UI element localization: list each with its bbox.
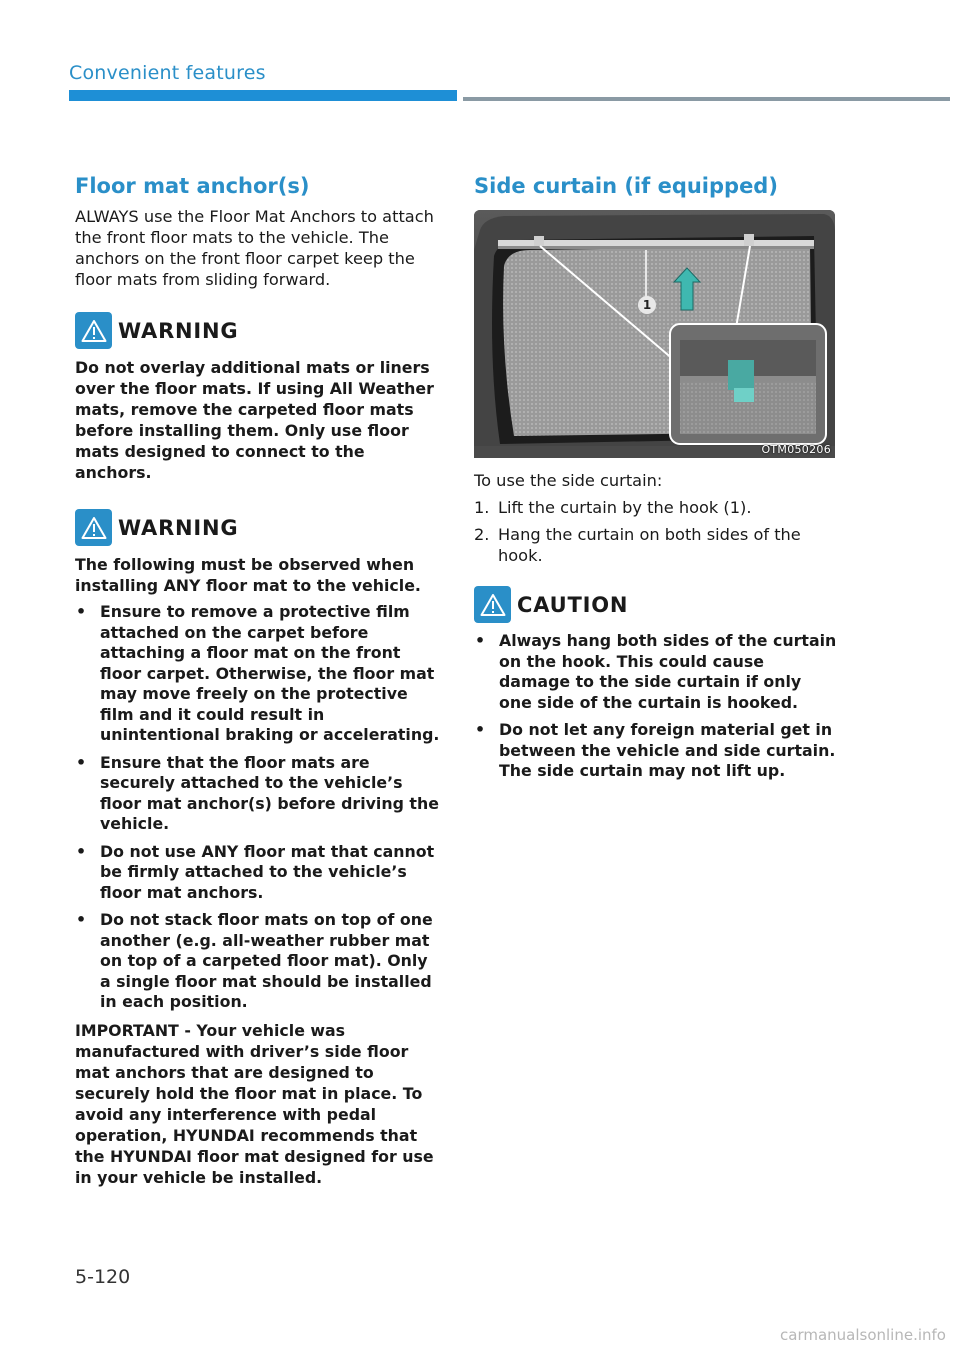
warning-1-text: Do not overlay additional mats or liners over the floor mats. If using All Weather mats, remove the carpeted floor mats before installing them. Only use floor mats designed to connect to the anchors. (75, 358, 434, 482)
caution-list (474, 631, 839, 782)
list-item (474, 524, 839, 566)
floor-mat-intro: ALWAYS use the Floor Mat Anchors to attach the front floor mats to the vehicle. The anchors on the front floor carpet keep the floor mats from sliding forward. (75, 207, 434, 289)
side-curtain-heading: Side curtain (if equipped) (474, 174, 778, 198)
side-curtain-steps (474, 497, 839, 566)
step-text: Lift the curtain by the hook (1). (498, 498, 752, 517)
step-number: 1. (474, 498, 490, 517)
warning-1-title: WARNING (118, 318, 239, 343)
warning-1-body (75, 357, 440, 483)
left-column (75, 172, 440, 1188)
list-item: • Do not stack floor mats on top of one another (e.g. all-weather rubber mat on top of a carpeted floor mat). Only a single floor mat should be installed in each position. (75, 910, 440, 1013)
footer-watermark: carmanualsonline.info (780, 1326, 946, 1344)
header-rule-blue (69, 90, 457, 101)
list-item: • Do not let any foreign material get in between the vehicle and side curtain. The side curtain may not lift up. (474, 720, 839, 782)
list-item (474, 497, 839, 518)
warning-triangle-icon (75, 509, 112, 546)
side-curtain-illustration (474, 210, 835, 458)
list-item: • Do not use ANY floor mat that cannot be firmly attached to the vehicle’s floor mat anchors. (75, 842, 440, 904)
warning-2-title: WARNING (118, 515, 239, 540)
section-title: Convenient features (69, 62, 266, 84)
step-text: Hang the curtain on both sides of the hook. (498, 525, 801, 565)
caution-title: CAUTION (517, 592, 629, 617)
caution-body (474, 631, 839, 782)
warning-triangle-icon (75, 312, 112, 349)
step-number: 2. (474, 525, 490, 544)
floor-mat-heading: Floor mat anchor(s) (75, 174, 310, 198)
header-rule-gray (463, 97, 950, 101)
right-column (474, 172, 839, 789)
list-item: • Always hang both sides of the curtain on the hook. This could cause damage to the side curtain if only one side of the curtain is hooked. (474, 631, 839, 713)
warning-2-list (75, 602, 440, 1013)
important-note: IMPORTANT - Your vehicle was manufactured with driver’s side floor mat anchors that are designed to securely hold the floor mat in place. To avoid any interference with pedal operation, HYUNDAI recommends that the HYUNDAI floor mat designed for use in your vehicle be installed. (75, 1020, 434, 1187)
figure-code: OTM050206 (761, 443, 831, 456)
caution-header (474, 586, 839, 623)
side-curtain-intro: To use the side curtain: (474, 471, 663, 490)
caution-triangle-icon (474, 586, 511, 623)
warning-1-header (75, 312, 440, 349)
warning-2-header (75, 509, 440, 546)
warning-2-lead: The following must be observed when installing ANY floor mat to the vehicle. (75, 555, 421, 595)
page-number: 5-120 (75, 1266, 131, 1288)
warning-2-body (75, 554, 440, 1188)
callout-marker: 1 (638, 296, 656, 314)
list-item: • Ensure to remove a protective film attached on the carpet before attaching a floor mat on the front floor carpet. Otherwise, the floor mat may move freely on the protective film and it could result in unintentional braking or accelerating. (75, 602, 440, 746)
list-item: • Ensure that the floor mats are securely attached to the vehicle’s floor mat anchor(s) before driving the vehicle. (75, 753, 440, 835)
